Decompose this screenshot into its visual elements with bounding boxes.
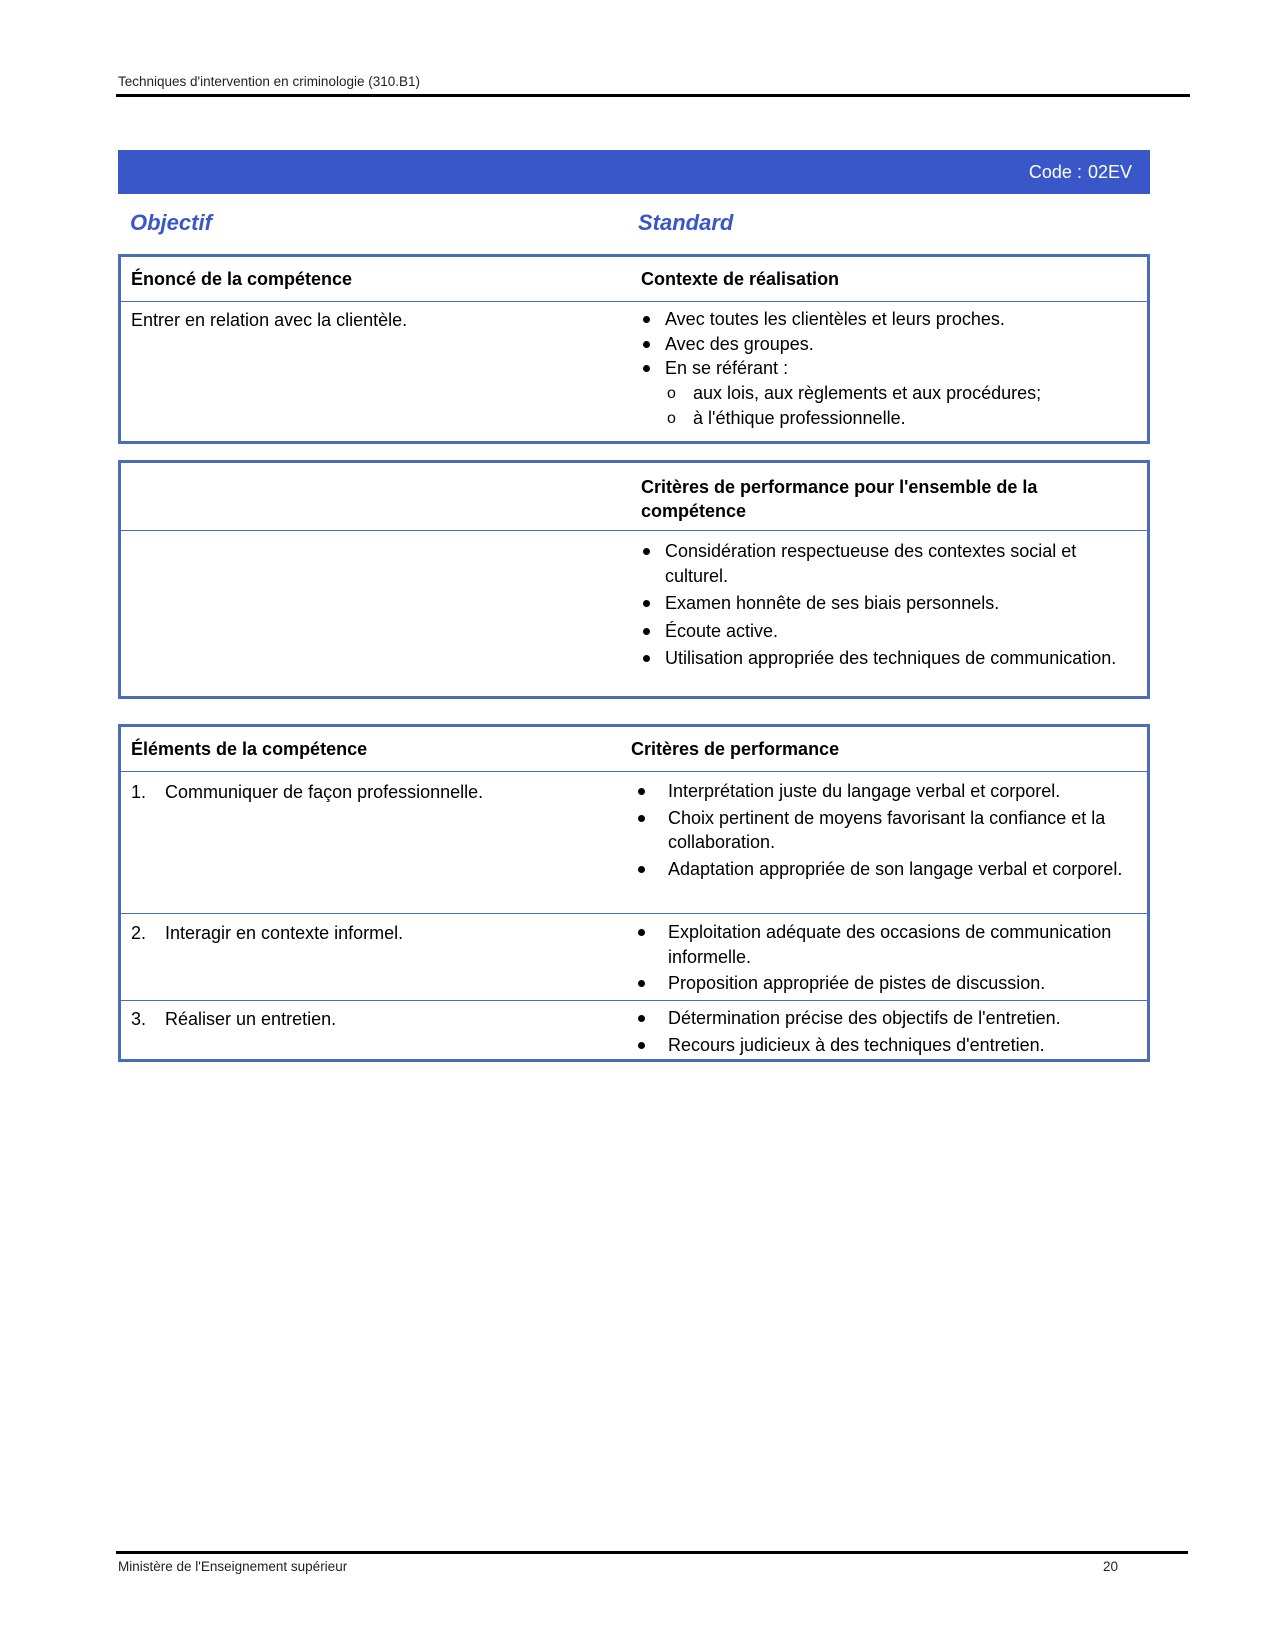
page-footer bbox=[118, 1559, 1118, 1574]
element-label: Interagir en contexte informel. bbox=[165, 923, 404, 943]
element-row-3 bbox=[121, 1001, 1147, 1059]
contexte-item: Avec des groupes. bbox=[641, 332, 1141, 357]
critere-item: Considération respectueuse des contextes social et culturel. bbox=[641, 539, 1141, 588]
contexte-subitem: o à l'éthique professionnelle. bbox=[665, 406, 1141, 431]
element-label: Réaliser un entretien. bbox=[165, 1009, 337, 1029]
criteres-ensemble-body-row bbox=[121, 531, 1147, 696]
criteres-ensemble-panel bbox=[118, 460, 1150, 699]
competence-body-row bbox=[121, 302, 1147, 441]
element-criteres bbox=[636, 1006, 1136, 1057]
element-criteres bbox=[636, 779, 1136, 881]
footer-ministry: Ministère de l'Enseignement supérieur bbox=[118, 1559, 348, 1574]
code-band bbox=[118, 150, 1150, 194]
enonce-text: Entrer en relation avec la clientèle. bbox=[131, 310, 408, 330]
column-headings bbox=[130, 210, 1130, 240]
element-number: 1. bbox=[131, 782, 147, 802]
enonce-title: Énoncé de la compétence bbox=[131, 269, 353, 289]
element-text bbox=[131, 1007, 336, 1032]
elements-title: Éléments de la compétence bbox=[131, 739, 368, 759]
element-criteres bbox=[636, 920, 1136, 996]
critere-item: Interprétation juste du langage verbal et corporel. bbox=[636, 779, 1136, 804]
criteres-ensemble-title: Critères de performance pour l'ensemble de la compétence bbox=[641, 477, 1038, 521]
element-label: Communiquer de façon professionnelle. bbox=[165, 782, 484, 802]
critere-item: Écoute active. bbox=[641, 619, 1141, 644]
contexte-subitem: o aux lois, aux règlements et aux procédures; bbox=[665, 381, 1141, 406]
contexte-item-text: En se référant : bbox=[665, 358, 789, 378]
element-number: 3. bbox=[131, 1009, 147, 1029]
element-row-2 bbox=[121, 914, 1147, 1001]
code-value: 02EV bbox=[1087, 161, 1132, 182]
critere-item: Exploitation adéquate des occasions de communication informelle. bbox=[636, 920, 1136, 969]
criteres-ensemble-list bbox=[641, 539, 1141, 671]
contexte-item bbox=[641, 356, 1141, 431]
element-text bbox=[131, 780, 483, 805]
header-rule bbox=[116, 94, 1190, 97]
element-text bbox=[131, 921, 403, 946]
critere-item: Proposition appropriée de pistes de discussion. bbox=[636, 971, 1136, 996]
critere-item: Choix pertinent de moyens favorisant la confiance et la collaboration. bbox=[636, 806, 1136, 855]
element-row-1 bbox=[121, 772, 1147, 914]
contexte-list bbox=[641, 307, 1141, 431]
competence-header-row bbox=[121, 257, 1147, 302]
competence-panel bbox=[118, 254, 1150, 444]
elements-panel bbox=[118, 724, 1150, 1062]
critere-item: Adaptation appropriée de son langage verbal et corporel. bbox=[636, 857, 1136, 882]
criteres-title: Critères de performance bbox=[631, 739, 840, 759]
contexte-title: Contexte de réalisation bbox=[641, 269, 840, 289]
running-header: Techniques d'intervention en criminologie (310.B1) bbox=[118, 74, 421, 89]
element-number: 2. bbox=[131, 923, 147, 943]
standard-heading: Standard bbox=[638, 210, 734, 235]
contexte-item: Avec toutes les clientèles et leurs proches. bbox=[641, 307, 1141, 332]
page-number: 20 bbox=[1102, 1559, 1118, 1574]
critere-item: Examen honnête de ses biais personnels. bbox=[641, 591, 1141, 616]
critere-item: Recours judicieux à des techniques d'entretien. bbox=[636, 1033, 1136, 1058]
elements-header-row bbox=[121, 727, 1147, 772]
code-label: Code : bbox=[1028, 161, 1082, 182]
critere-item: Utilisation appropriée des techniques de communication. bbox=[641, 646, 1141, 671]
objectif-heading: Objectif bbox=[130, 210, 212, 235]
footer-rule bbox=[116, 1551, 1188, 1554]
critere-item: Détermination précise des objectifs de l'entretien. bbox=[636, 1006, 1136, 1031]
criteres-ensemble-header-row bbox=[121, 463, 1147, 531]
